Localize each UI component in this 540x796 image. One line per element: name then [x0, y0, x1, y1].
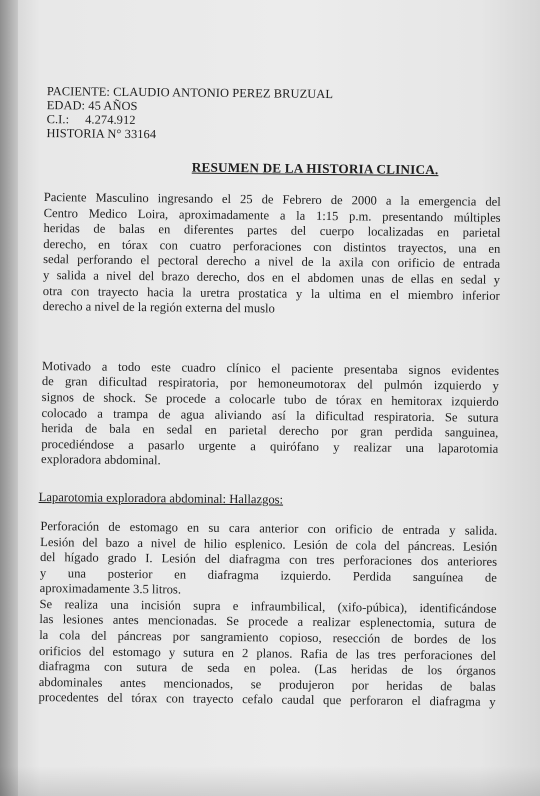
paragraph-procedure [38, 597, 496, 711]
page-bottom-shadow [0, 766, 540, 796]
patient-name: PACIENTE: CLAUDIO ANTONIO PEREZ BRUZUAL [46, 84, 334, 102]
paragraph-line: herida de bala en sedal en parietal derecho por gran perdida sanguinea, [41, 421, 499, 440]
paragraph-line: diafragma con sutura de seda en polea. (Las heridas de los órganos [38, 659, 496, 679]
paragraph-line: Lesión del bazo a nivel de hilio esplenico. Lesión de cola del páncreas. Lesión [40, 534, 498, 554]
paragraph-line: Se realiza una incisión supra e infraumbilical, (xifo-púbica), identificándose [39, 596, 497, 616]
paragraph-line: de gran dificultad respiratoria, por hemoneumotorax del pulmón izquierdo y [41, 374, 499, 394]
paragraph-line: sedal perforando el pectoral derecho a nivel de la axila con orificio de entrada [43, 252, 501, 272]
paragraph-line: Centro Medico Loira, aproximadamente a la 1:15 p.m. presentando múltiples [43, 205, 501, 225]
paragraph-line: abdominales antes mencionados, se produjeron por heridas de balas [38, 674, 496, 694]
paragraph-line: y una posterior en diafragma izquierdo. Perdida sanguínea de [39, 565, 497, 585]
paragraph-line: orificios del estomago y sutura en 2 planos. Rafia de las tres perforaciones del [38, 643, 497, 663]
paragraph-line: procedentes del tórax con trayecto cefalo caudal que perforaron el diafragma y [38, 690, 496, 710]
paragraph-line: colocado a trampa de agua aliviando así la dificultad respiratoria. Se sutura [41, 405, 499, 425]
paragraph-line: del hígado grado I. Lesión del diafragma con tres perforaciones dos anteriores [39, 550, 498, 569]
section-heading-laparotomy: Laparotomia exploradora abdominal: Hallazgos: [38, 489, 284, 507]
paragraph-clinical-course [41, 359, 499, 473]
paragraph-findings [40, 519, 498, 602]
paragraph-line: derecho, en tórax con cuatro perforaciones con distintos trayectos, una en [43, 236, 501, 256]
patient-ci: C.I.: 4.274.912 [46, 112, 136, 128]
paragraph-line: exploradora abdominal. [40, 452, 161, 468]
patient-history-number: HISTORIA N° 33164 [46, 126, 157, 142]
paragraph-line: las lesiones antes mencionadas. Se procede a realizar esplenectomia, sutura de [39, 612, 497, 632]
paragraph-line: aproximadamente 3.5 litros. [39, 581, 182, 597]
paragraph-line: derecho a nivel de la región externa del muslo [42, 299, 275, 316]
paragraph-line: y salida a nivel del brazo derecho, dos en el abdomen unas de ellas en sedal y [42, 268, 501, 287]
patient-age: EDAD: 45 AÑOS [46, 98, 138, 114]
document-content [33, 84, 501, 711]
paragraph-line: heridas de balas en diferentes partes del cuerpo localizadas en parietal [43, 221, 501, 241]
paragraph-line: Perforación de estomago en su cara anterior con orificio de entrada y salida. [40, 518, 498, 538]
document-title: RESUMEN DE LA HISTORIA CLINICA. [191, 159, 439, 178]
page-binding-edge [0, 0, 18, 796]
paragraph-line: procediéndose a pasarlo urgente a quirófano y realizar una laparotomia [41, 436, 499, 456]
paragraph-admission [43, 190, 501, 320]
paragraph-line: signos de shock. Se procede a colocarle tubo de tórax en hemitorax izquierdo [41, 389, 499, 409]
paragraph-line: otra con trayecto hacia la uretra prostatica y la ultima en el miembro inferior [42, 283, 500, 303]
paragraph-line: la cola del páncreas por sangramiento copioso, resección de bordes de los [39, 628, 497, 647]
paragraph-line: Motivado a todo este cuadro clínico el paciente presentaba signos evidentes [41, 358, 500, 378]
paragraph-line: Paciente Masculino ingresando el 25 de Febrero de 2000 a la emergencia del [43, 190, 501, 209]
